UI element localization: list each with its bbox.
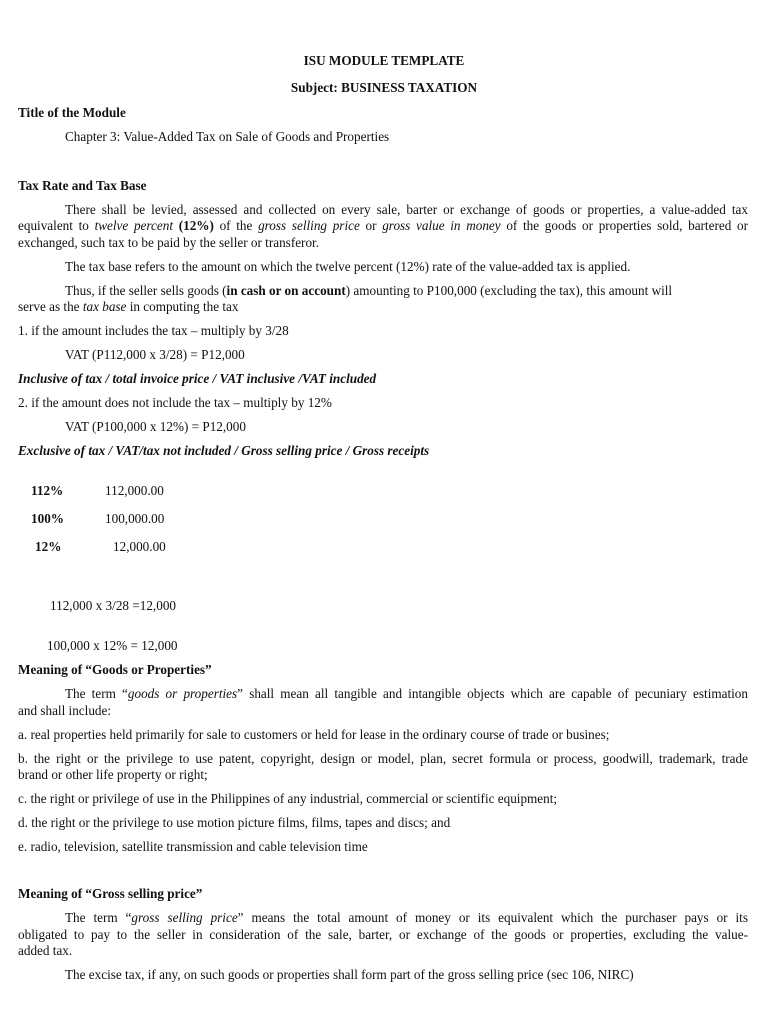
text-run: The term “ xyxy=(65,686,128,701)
text-run: gross selling price xyxy=(131,910,238,925)
text-run: of the xyxy=(213,218,259,233)
text-run: of the goods or properties sold, bartered or xyxy=(500,218,748,233)
rule-item-2-note: Exclusive of tax / VAT/tax not included / Gross selling price / Gross receipts xyxy=(18,443,430,458)
goods-p1-line2: and shall include: xyxy=(18,703,112,718)
module-title-heading: Title of the Module xyxy=(18,105,126,120)
goods-item-d: d. the right or the privilege to use motion picture films, films, tapes and discs; and xyxy=(18,815,451,830)
template-title: ISU MODULE TEMPLATE xyxy=(303,53,465,68)
tax-example-line2 xyxy=(18,298,238,315)
tax-rate-heading: Tax Rate and Tax Base xyxy=(18,178,147,193)
rate-table-amount: 12,000.00 xyxy=(113,539,166,554)
rate-table-pct: 112% xyxy=(31,483,64,498)
tax-rate-p1-line2 xyxy=(18,217,748,234)
rule-item-1-calc: VAT (P112,000 x 3/28) = P12,000 xyxy=(65,347,245,362)
gsp-p2: The excise tax, if any, on such goods or properties shall form part of the gross selling price (sec 106, NIRC) xyxy=(65,967,634,982)
goods-item-c: c. the right or privilege of use in the Philippines of any industrial, commercial or scientific equipment; xyxy=(18,791,558,806)
text-run: goods or properties xyxy=(127,686,238,701)
goods-p1-line1 xyxy=(65,685,748,702)
text-run: gross selling price xyxy=(258,218,360,233)
text-run: (12%) xyxy=(173,218,214,233)
goods-item-e: e. radio, television, satellite transmission and cable television time xyxy=(18,839,368,854)
rate-table-pct: 12% xyxy=(35,539,62,554)
goods-heading: Meaning of “Goods or Properties” xyxy=(18,662,212,677)
rate-table-pct: 100% xyxy=(31,511,64,526)
chapter-title: Chapter 3: Value-Added Tax on Sale of Goods and Properties xyxy=(65,129,390,144)
text-run: ” shall mean all tangible and intangible objects which are capable of pecuniary estimation xyxy=(237,686,748,701)
gsp-heading: Meaning of “Gross selling price” xyxy=(18,886,203,901)
text-run: The term “ xyxy=(65,910,132,925)
text-run: in cash or on account xyxy=(226,283,346,298)
goods-item-b-line2: brand or other life property or right; xyxy=(18,767,208,782)
rule-item-1: 1. if the amount includes the tax – multiply by 3/28 xyxy=(18,323,289,338)
gsp-p1-line2: obligated to pay to the seller in consideration of the sale, barter, or exchange of the goods or properties, excluding the value- xyxy=(18,927,748,942)
text-run: twelve percent xyxy=(94,218,174,233)
rate-table-amount: 100,000.00 xyxy=(105,511,165,526)
text-run: gross value in money xyxy=(382,218,501,233)
tax-base-paragraph: The tax base refers to the amount on which the twelve percent (12%) rate of the value-added tax is applied. xyxy=(65,259,631,274)
rule-item-1-note: Inclusive of tax / total invoice price / VAT inclusive /VAT included xyxy=(18,371,377,386)
rate-table-amount: 112,000.00 xyxy=(105,483,164,498)
formula-inclusive: 112,000 x 3/28 =12,000 xyxy=(50,598,177,613)
text-run: serve as the xyxy=(18,299,83,314)
rule-item-2: 2. if the amount does not include the tax – multiply by 12% xyxy=(18,395,332,410)
goods-item-a: a. real properties held primarily for sale to customers or held for lease in the ordinary course of trade or busines; xyxy=(18,727,610,742)
text-run: equivalent to xyxy=(18,218,95,233)
text-run: in computing the tax xyxy=(126,299,239,314)
subject-line: Subject: BUSINESS TAXATION xyxy=(290,80,478,95)
tax-rate-p1-line3: exchanged, such tax to be paid by the seller or transferor. xyxy=(18,235,320,250)
text-run: Thus, if the seller sells goods ( xyxy=(65,283,227,298)
formula-exclusive: 100,000 x 12% = 12,000 xyxy=(47,638,178,653)
gsp-p1-line3: added tax. xyxy=(18,943,73,958)
text-run: ” means the total amount of money or its equivalent which the purchaser pays or its xyxy=(237,910,748,925)
goods-item-b-line1: b. the right or the privilege to use patent, copyright, design or model, plan, secret formula or process, goodwill, trademark, trade xyxy=(18,751,748,766)
text-run: ) amounting to P100,000 (excluding the tax), this amount will xyxy=(345,283,673,298)
rule-item-2-calc: VAT (P100,000 x 12%) = P12,000 xyxy=(65,419,246,434)
tax-rate-p1-line1: There shall be levied, assessed and collected on every sale, barter or exchange of goods or properties, a value-added tax xyxy=(65,202,748,217)
gsp-p1-line1 xyxy=(65,909,748,926)
text-run: or xyxy=(359,218,383,233)
tax-example-line1 xyxy=(65,282,672,299)
text-run: tax base xyxy=(82,299,127,314)
